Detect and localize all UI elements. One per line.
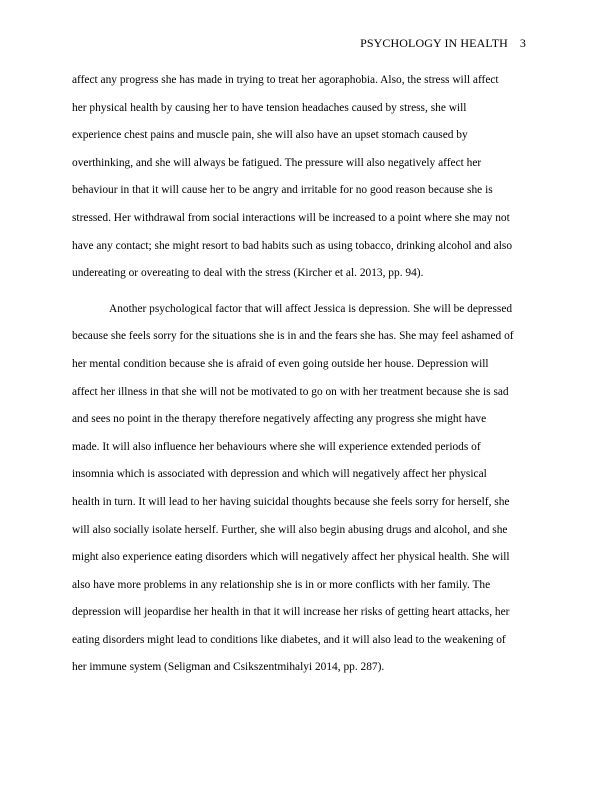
text-line: behaviour in that it will cause her to be angry and irritable for no good reason because she is	[72, 184, 493, 197]
paragraph-2	[72, 296, 540, 682]
text-line: will also socially isolate herself. Further, she will also begin abusing drugs and alcohol, and she	[72, 523, 508, 536]
paragraph-1	[72, 67, 540, 288]
text-line: made. It will also influence her behaviours where she will experience extended periods of	[72, 440, 481, 453]
text-line: also have more problems in any relationship she is in or more conflicts with her family. The	[72, 578, 491, 591]
text-line: depression will jeopardise her health in that it will increase her risks of getting heart attacks, her	[72, 606, 510, 619]
text-line: eating disorders might lead to conditions like diabetes, and it will also lead to the weakening of	[72, 633, 506, 646]
text-line-first: Another psychological factor that will affect Jessica is depression. She will be depressed	[109, 302, 513, 315]
text-line: might also experience eating disorders which will negatively affect her physical health. She will	[72, 551, 510, 564]
body-text	[72, 67, 540, 682]
text-line: and sees no point in the therapy therefore negatively affecting any progress she might have	[72, 413, 487, 426]
text-line: her mental condition because she is afraid of even going outside her house. Depression will	[72, 357, 489, 370]
text-line: experience chest pains and muscle pain, she will also have an upset stomach caused by	[72, 129, 468, 142]
text-line: because she feels sorry for the situations she is in and the fears she has. She may feel ashamed of	[72, 330, 514, 343]
running-head	[360, 36, 526, 51]
text-line: have any contact; she might resort to bad habits such as using tobacco, drinking alcohol and also	[72, 239, 513, 252]
text-line: her physical health by causing her to have tension headaches caused by stress, she will	[72, 101, 467, 114]
text-line: affect any progress she has made in trying to treat her agoraphobia. Also, the stress will affect	[72, 74, 499, 86]
text-line: insomnia which is associated with depression and which will negatively affect her physical	[72, 468, 487, 481]
running-head-title: PSYCHOLOGY IN HEALTH	[360, 36, 508, 50]
page-number: 3	[519, 36, 526, 50]
text-line: undereating or overeating to deal with the stress (Kircher et al. 2013, pp. 94).	[72, 267, 424, 280]
text-line: stressed. Her withdrawal from social interactions will be increased to a point where she may not	[72, 211, 510, 224]
paragraph-spacer	[72, 288, 540, 296]
text-line: her immune system (Seligman and Csikszentmihalyi 2014, pp. 287).	[72, 661, 385, 674]
text-line: overthinking, and she will always be fatigued. The pressure will also negatively affect her	[72, 156, 482, 169]
text-line: health in turn. It will lead to her having suicidal thoughts because she feels sorry for herself, she	[72, 495, 510, 508]
text-line: affect her illness in that she will not be motivated to go on with her treatment because she is sad	[72, 385, 509, 398]
